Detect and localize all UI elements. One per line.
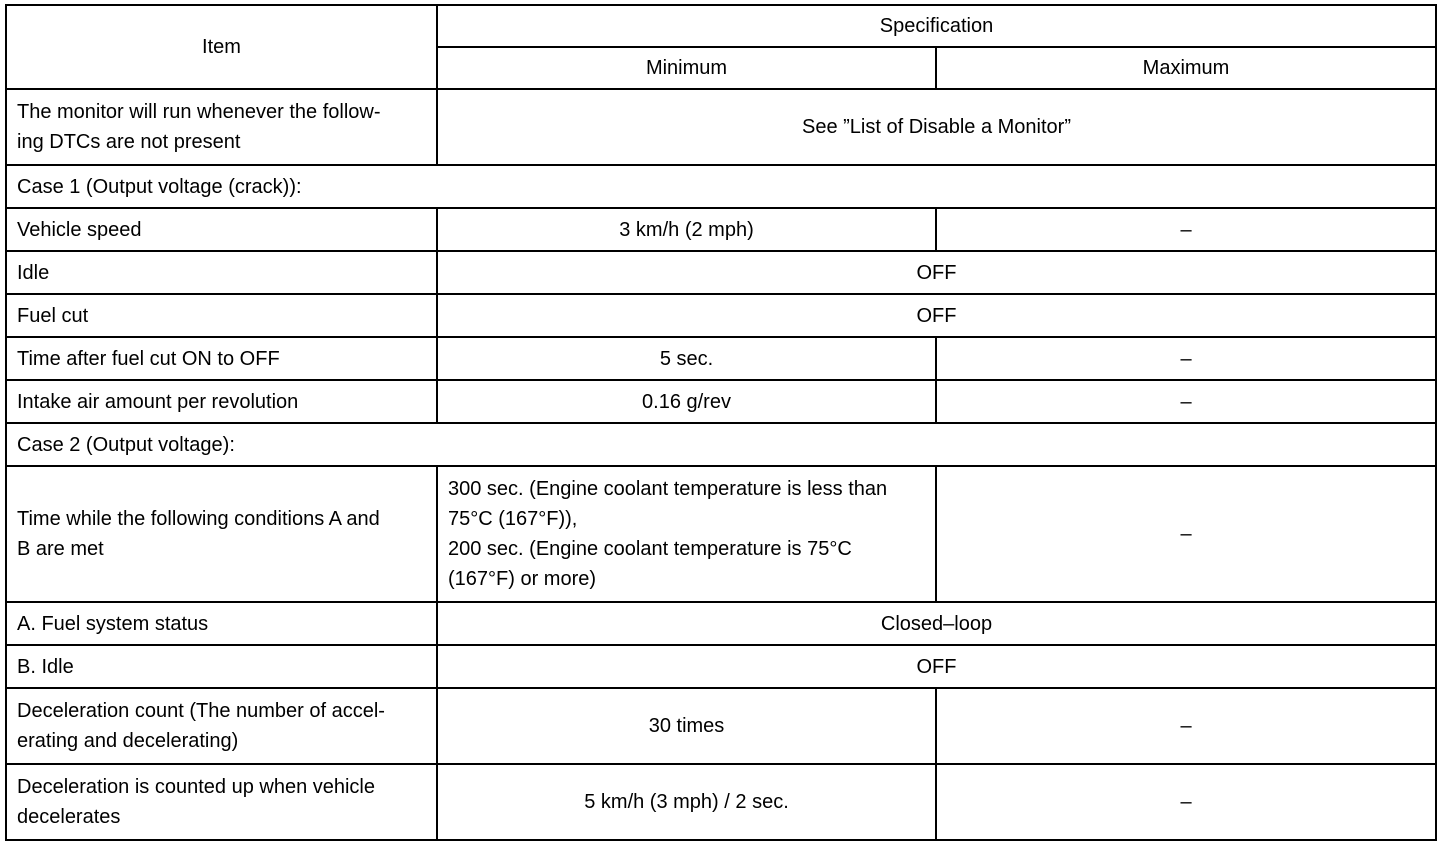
table-row [6, 466, 1436, 602]
row-item: Deceleration is counted up when vehicle decelerates [6, 764, 437, 840]
header-specification: Specification [437, 5, 1436, 47]
case-2-label: Case 2 (Output voltage): [6, 423, 1436, 466]
specification-table [5, 4, 1437, 841]
table-row [6, 337, 1436, 380]
row-maximum: – [936, 337, 1436, 380]
row-item: B. Idle [6, 645, 437, 688]
table-row [6, 602, 1436, 645]
row-item: Time while the following conditions A and B are met [6, 466, 437, 602]
table-row [6, 89, 1436, 165]
table-row [6, 645, 1436, 688]
row-item: Fuel cut [6, 294, 437, 337]
table-row [6, 251, 1436, 294]
row-maximum: – [936, 764, 1436, 840]
row-spec: OFF [437, 294, 1436, 337]
table-row [6, 294, 1436, 337]
row-item: Time after fuel cut ON to OFF [6, 337, 437, 380]
row-maximum: – [936, 208, 1436, 251]
row-item: Vehicle speed [6, 208, 437, 251]
row-maximum: – [936, 688, 1436, 764]
table-row [6, 380, 1436, 423]
row-item: Idle [6, 251, 437, 294]
row-minimum: 3 km/h (2 mph) [437, 208, 936, 251]
case-row [6, 165, 1436, 208]
row-item: Deceleration count (The number of accel- erating and decelerating) [6, 688, 437, 764]
row-minimum: 5 sec. [437, 337, 936, 380]
table-row [6, 688, 1436, 764]
header-minimum: Minimum [437, 47, 936, 89]
row-spec: OFF [437, 645, 1436, 688]
table-row [6, 208, 1436, 251]
row-minimum: 30 times [437, 688, 936, 764]
row-spec: OFF [437, 251, 1436, 294]
row-minimum: 0.16 g/rev [437, 380, 936, 423]
row-item: A. Fuel system status [6, 602, 437, 645]
row-spec: Closed–loop [437, 602, 1436, 645]
table-row [6, 764, 1436, 840]
row-spec: See ”List of Disable a Monitor” [437, 89, 1436, 165]
row-maximum: – [936, 466, 1436, 602]
row-minimum: 300 sec. (Engine coolant temperature is less than 75°C (167°F)), 200 sec. (Engine coolant temperature is 75°C (167°F) or more) [437, 466, 936, 602]
case-1-label: Case 1 (Output voltage (crack)): [6, 165, 1436, 208]
header-row-top [6, 5, 1436, 47]
row-minimum: 5 km/h (3 mph) / 2 sec. [437, 764, 936, 840]
header-maximum: Maximum [936, 47, 1436, 89]
case-row [6, 423, 1436, 466]
header-item: Item [6, 5, 437, 89]
row-item: Intake air amount per revolution [6, 380, 437, 423]
row-item: The monitor will run whenever the follow- ing DTCs are not present [6, 89, 437, 165]
row-maximum: – [936, 380, 1436, 423]
